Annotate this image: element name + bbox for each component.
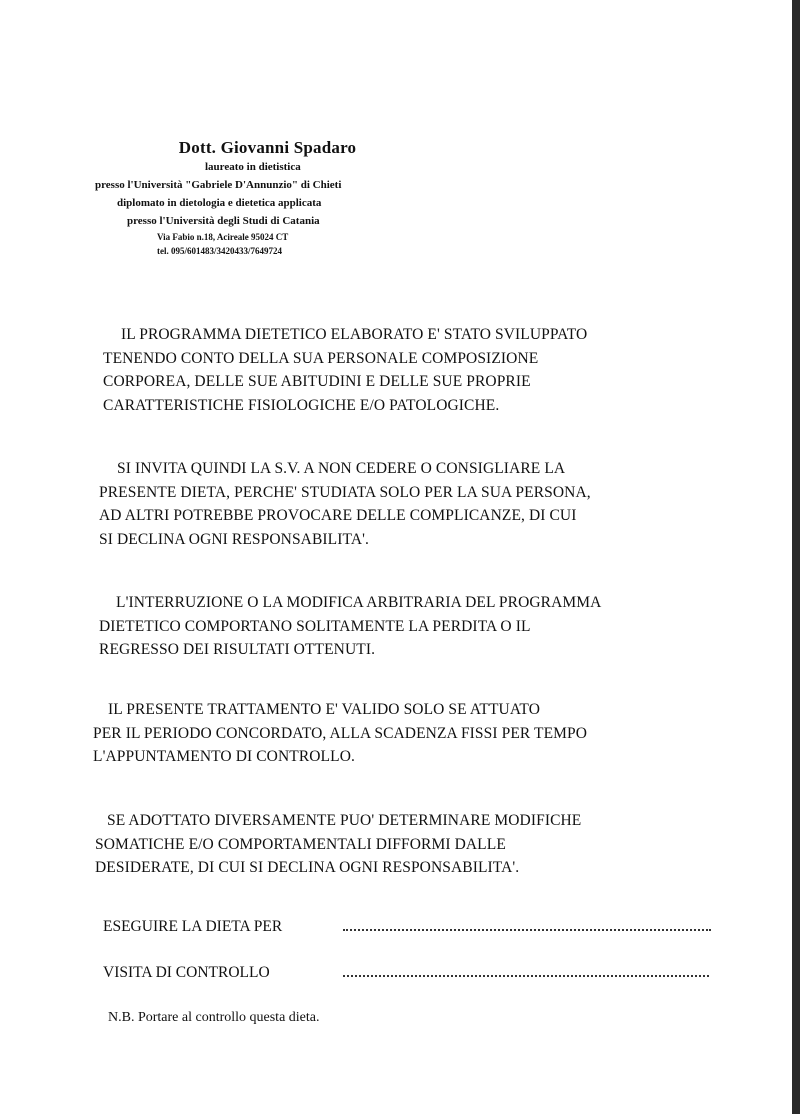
paragraph-line: IL PROGRAMMA DIETETICO ELABORATO E' STATO SVILUPPATO — [121, 326, 588, 343]
paragraph-line: PRESENTE DIETA, PERCHE' STUDIATA SOLO PER LA SUA PERSONA, — [99, 483, 591, 501]
paragraph-line: SOMATICHE E/O COMPORTAMENTALI DIFFORMI DALLE — [95, 835, 506, 853]
letterhead-line: presso l'Università degli Studi di Catania — [127, 215, 320, 227]
paragraph-line: DESIDERATE, DI CUI SI DECLINA OGNI RESPONSABILITA'. — [95, 859, 520, 876]
followup-field — [103, 964, 713, 982]
letterhead-address: Via Fabio n.18, Acireale 95024 CT — [157, 232, 289, 242]
paragraph-line: SE ADOTTATO DIVERSAMENTE PUO' DETERMINARE MODIFICHE — [107, 812, 582, 829]
doctor-name: Dott. Giovanni Spadaro — [178, 138, 357, 157]
letterhead-line: laureato in dietistica — [205, 161, 301, 173]
followup-label: VISITA DI CONTROLLO — [103, 964, 270, 981]
letterhead-line: presso l'Università "Gabriele D'Annunzio" di Chieti — [95, 179, 342, 191]
paragraph-line: REGRESSO DEI RISULTATI OTTENUTI. — [99, 641, 376, 658]
paragraph-line: TENENDO CONTO DELLA SUA PERSONALE COMPOSIZIONE — [103, 349, 539, 367]
paragraph-do-not-share — [99, 457, 591, 551]
paragraph-program-elaborated — [103, 323, 587, 417]
followup-blank[interactable] — [343, 975, 709, 977]
paragraph-line: L'INTERRUZIONE O LA MODIFICA ARBITRARIA DEL PROGRAMMA — [116, 594, 602, 611]
letterhead — [95, 138, 475, 258]
diet-duration-field — [103, 918, 713, 936]
paragraph-line: CORPOREA, DELLE SUE ABITUDINI E DELLE SUE PROPRIE — [103, 373, 531, 390]
paragraph-line: L'APPUNTAMENTO DI CONTROLLO. — [93, 748, 355, 765]
diet-duration-label: ESEGUIRE LA DIETA PER — [103, 918, 283, 935]
paragraph-line: CARATTERISTICHE FISIOLOGICHE E/O PATOLOGICHE. — [103, 396, 500, 414]
letterhead-line: diplomato in dietologia e dietetica applicata — [117, 197, 322, 209]
paragraph-line: AD ALTRI POTREBBE PROVOCARE DELLE COMPLICANZE, DI CUI — [99, 507, 577, 524]
letterhead-phone: tel. 095/601483/3420433/7649724 — [157, 246, 282, 256]
diet-duration-blank[interactable] — [343, 929, 711, 931]
paragraph-line: PER IL PERIODO CONCORDATO, ALLA SCADENZA FISSI PER TEMPO — [93, 724, 588, 742]
paragraph-validity — [93, 698, 587, 769]
page-edge — [792, 0, 800, 1114]
paragraph-line: DIETETICO COMPORTANO SOLITAMENTE LA PERDITA O IL — [99, 617, 531, 635]
paragraph-interruption — [99, 591, 601, 662]
footer-note: N.B. Portare al controllo questa dieta. — [108, 1010, 320, 1025]
paragraph-line: SI DECLINA OGNI RESPONSABILITA'. — [99, 530, 369, 548]
paragraph-different-adoption — [95, 809, 581, 880]
paragraph-line: IL PRESENTE TRATTAMENTO E' VALIDO SOLO SE ATTUATO — [108, 701, 540, 718]
paragraph-line: SI INVITA QUINDI LA S.V. A NON CEDERE O CONSIGLIARE LA — [117, 460, 566, 477]
